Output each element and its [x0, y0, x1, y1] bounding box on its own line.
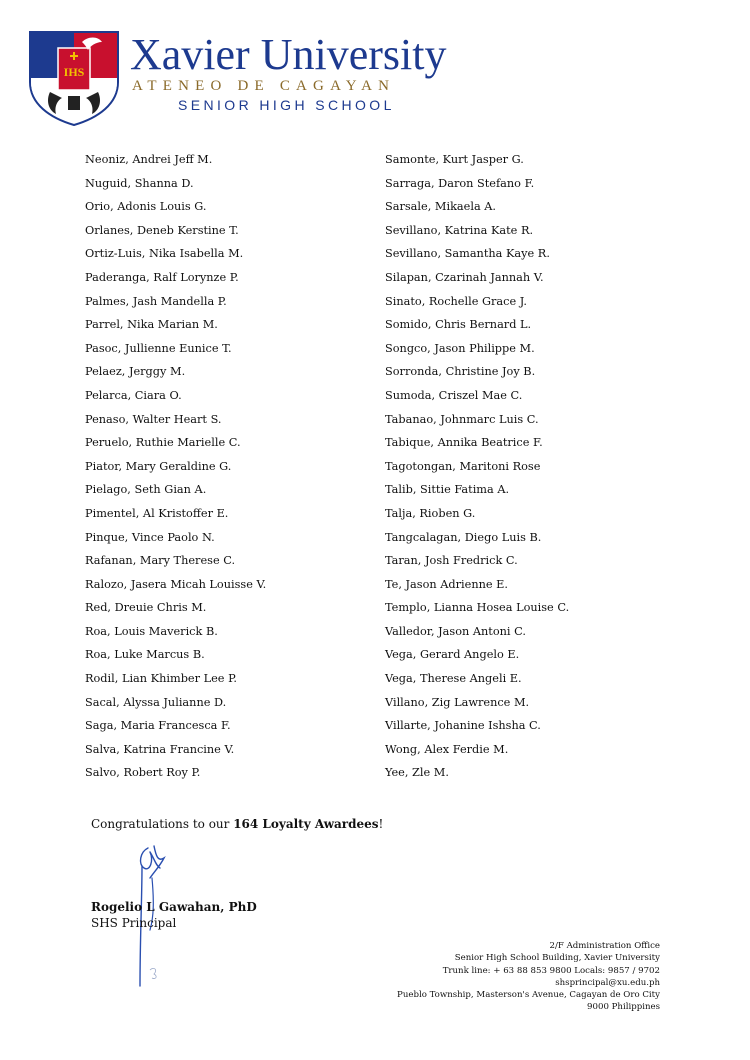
handwritten-signature — [110, 838, 180, 990]
letterhead — [28, 30, 458, 130]
awardee-name: Villarte, Johanine Ishsha C. — [385, 719, 541, 733]
awardee-name: Pelarca, Ciara O. — [85, 388, 182, 402]
awardee-name: Rodil, Lian Khimber Lee P. — [85, 672, 237, 686]
awardee-name: Orio, Adonis Louis G. — [85, 200, 207, 214]
congratulations-line — [91, 817, 383, 831]
awardee-name: Tabanao, Johnmarc Luis C. — [385, 412, 539, 426]
office-address — [330, 940, 660, 1014]
awardee-name: Saga, Maria Francesca F. — [85, 719, 231, 733]
awardee-name: Paderanga, Ralf Lorynze P. — [85, 270, 239, 284]
awardee-name: Te, Jason Adrienne E. — [385, 577, 509, 591]
address-line: Trunk line: + 63 88 853 9800 Locals: 9857 / 9702 — [442, 965, 660, 976]
awardee-name: Rafanan, Mary Therese C. — [85, 554, 236, 568]
awardee-name: Penaso, Walter Heart S. — [85, 412, 222, 426]
awardee-name: Roa, Luke Marcus B. — [85, 648, 205, 662]
awardee-name: Sarraga, Daron Stefano F. — [385, 176, 535, 190]
awardee-name: Templo, Lianna Hosea Louise C. — [385, 601, 570, 615]
awardee-name: Sarsale, Mikaela A. — [385, 200, 497, 214]
awardee-name: Salvo, Robert Roy P. — [85, 766, 201, 780]
awardee-count: 164 Loyalty Awardees — [233, 817, 379, 831]
awardee-name: Tabique, Annika Beatrice F. — [385, 436, 543, 450]
awardee-name: Pasoc, Jullienne Eunice T. — [85, 341, 232, 355]
signatory-name: Rogelio L Gawahan, PhD — [91, 900, 257, 914]
congrats-prefix: Congratulations to our — [91, 817, 234, 831]
awardee-name: Pelaez, Jerggy M. — [85, 365, 186, 379]
crest-letters: IHS — [63, 65, 85, 79]
awardee-name: Palmes, Jash Mandella P. — [85, 294, 227, 308]
awardee-list-right — [385, 150, 569, 787]
awardee-list-left — [85, 150, 266, 787]
awardee-name: Silapan, Czarinah Jannah V. — [385, 270, 544, 284]
university-name: Xavier University — [130, 30, 447, 79]
address-line: Pueblo Township, Masterson's Avenue, Cagayan de Oro City — [397, 990, 660, 1001]
awardee-name: Tagotongan, Maritoni Rose — [385, 459, 541, 473]
awardee-name: Nuguid, Shanna D. — [85, 176, 194, 190]
awardee-name: Orlanes, Deneb Kerstine T. — [85, 223, 239, 237]
awardee-name: Samonte, Kurt Jasper G. — [385, 153, 524, 166]
awardee-name: Salva, Katrina Francine V. — [85, 742, 235, 756]
awardee-name: Wong, Alex Ferdie M. — [385, 742, 509, 756]
awardee-name: Pinque, Vince Paolo N. — [85, 530, 215, 544]
awardee-name: Tangcalagan, Diego Luis B. — [385, 530, 542, 544]
university-subname: ATENEO DE CAGAYAN — [132, 78, 396, 94]
awardee-name: Talib, Sittie Fatima A. — [385, 483, 510, 497]
awardee-name: Sevillano, Samantha Kaye R. — [385, 247, 550, 261]
awardee-name: Songco, Jason Philippe M. — [385, 341, 535, 355]
awardee-name: Vega, Gerard Angelo E. — [385, 648, 520, 662]
awardee-name: Piator, Mary Geraldine G. — [85, 459, 232, 473]
awardee-name: Talja, Rioben G. — [385, 506, 476, 520]
awardee-name: Villano, Zig Lawrence M. — [385, 695, 530, 709]
awardee-name: Sacal, Alyssa Julianne D. — [85, 695, 227, 709]
awardee-name: Sinato, Rochelle Grace J. — [385, 294, 527, 308]
awardee-name: Sumoda, Criszel Mae C. — [385, 388, 523, 402]
address-line: Senior High School Building, Xavier University — [454, 953, 660, 964]
awardee-name: Roa, Louis Maverick B. — [85, 624, 218, 638]
address-email: shsprincipal@xu.edu.ph — [555, 977, 660, 988]
awardee-name: Neoniz, Andrei Jeff M. — [85, 153, 213, 166]
awardee-name: Taran, Josh Fredrick C. — [385, 554, 518, 568]
awardee-name: Valledor, Jason Antoni C. — [385, 624, 526, 638]
university-crest-logo — [28, 30, 120, 126]
awardee-name: Sorronda, Christine Joy B. — [385, 365, 536, 379]
awardee-name: Ortiz-Luis, Nika Isabella M. — [85, 247, 244, 261]
address-line: 9000 Philippines — [587, 1002, 660, 1013]
awardee-name: Yee, Zle M. — [385, 766, 449, 780]
congrats-suffix: ! — [378, 817, 384, 831]
awardee-name: Pimentel, Al Kristoffer E. — [85, 506, 229, 520]
awardee-name: Peruelo, Ruthie Marielle C. — [85, 436, 241, 450]
awardee-name: Ralozo, Jasera Micah Louisse V. — [85, 577, 267, 591]
school-name: SENIOR HIGH SCHOOL — [178, 97, 395, 113]
awardee-name: Sevillano, Katrina Kate R. — [385, 223, 534, 237]
address-line: 2/F Administration Office — [549, 941, 660, 951]
awardee-name: Vega, Therese Angeli E. — [385, 672, 522, 686]
signatory-title: SHS Principal — [91, 916, 177, 930]
awardee-name: Red, Dreuie Chris M. — [85, 601, 207, 615]
awardee-name: Somido, Chris Bernard L. — [385, 318, 532, 332]
awardee-name: Pielago, Seth Gian A. — [85, 483, 207, 497]
awardee-name: Parrel, Nika Marian M. — [85, 318, 218, 332]
